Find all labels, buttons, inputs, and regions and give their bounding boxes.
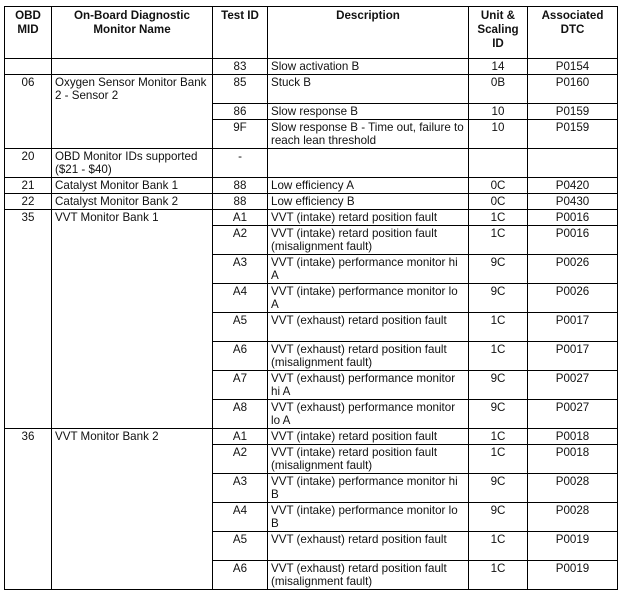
cell-test-id: A1 (213, 209, 268, 225)
cell-obd-mid (5, 473, 52, 502)
cell-monitor-name (52, 119, 213, 148)
cell-description: VVT (exhaust) retard position fault (misalignment fault) (268, 560, 469, 589)
cell-obd-mid (5, 59, 52, 75)
table-row (5, 560, 618, 589)
cell-monitor-name (52, 254, 213, 283)
cell-obd-mid (5, 531, 52, 560)
cell-obd-mid (5, 283, 52, 312)
cell-associated-dtc: P0019 (528, 560, 618, 589)
cell-test-id: A5 (213, 312, 268, 341)
cell-monitor-name: OBD Monitor IDs supported ($21 - $40) (52, 148, 213, 177)
cell-test-id: 85 (213, 75, 268, 104)
cell-monitor-name: Catalyst Monitor Bank 1 (52, 177, 213, 193)
cell-description (268, 148, 469, 177)
cell-associated-dtc: P0026 (528, 283, 618, 312)
cell-monitor-name: Oxygen Sensor Monitor Bank 2 - Sensor 2 (52, 75, 213, 104)
table-row (5, 103, 618, 119)
cell-unit-scaling-id: 10 (469, 103, 528, 119)
cell-obd-mid (5, 399, 52, 428)
cell-associated-dtc: P0017 (528, 341, 618, 370)
cell-associated-dtc: P0026 (528, 254, 618, 283)
cell-test-id: A5 (213, 531, 268, 560)
cell-obd-mid: 36 (5, 428, 52, 444)
cell-obd-mid (5, 370, 52, 399)
table-row (5, 119, 618, 148)
cell-test-id: A4 (213, 283, 268, 312)
cell-test-id: A1 (213, 428, 268, 444)
cell-monitor-name (52, 225, 213, 254)
cell-obd-mid (5, 502, 52, 531)
cell-description: VVT (intake) performance monitor lo A (268, 283, 469, 312)
cell-obd-mid (5, 254, 52, 283)
cell-description: VVT (intake) retard position fault (misalignment fault) (268, 225, 469, 254)
cell-test-id: A6 (213, 560, 268, 589)
cell-unit-scaling-id: 9C (469, 370, 528, 399)
cell-test-id: A8 (213, 399, 268, 428)
cell-obd-mid (5, 341, 52, 370)
table-row (5, 502, 618, 531)
cell-test-id: A6 (213, 341, 268, 370)
cell-monitor-name: VVT Monitor Bank 1 (52, 209, 213, 225)
cell-monitor-name (52, 560, 213, 589)
cell-description: Stuck B (268, 75, 469, 104)
cell-associated-dtc: P0420 (528, 177, 618, 193)
cell-unit-scaling-id: 1C (469, 560, 528, 589)
cell-description: Slow response B (268, 103, 469, 119)
cell-description: VVT (exhaust) retard position fault (misalignment fault) (268, 341, 469, 370)
cell-unit-scaling-id: 0B (469, 75, 528, 104)
cell-test-id: A3 (213, 473, 268, 502)
cell-test-id: A3 (213, 254, 268, 283)
cell-unit-scaling-id: 1C (469, 428, 528, 444)
cell-description: VVT (intake) retard position fault (misalignment fault) (268, 444, 469, 473)
document-page (4, 6, 617, 598)
header-monitor-name: On-Board Diagnostic Monitor Name (52, 7, 213, 59)
cell-associated-dtc: P0154 (528, 59, 618, 75)
cell-associated-dtc: P0017 (528, 312, 618, 341)
table-row (5, 193, 618, 209)
header-row (5, 7, 618, 59)
table-row (5, 428, 618, 444)
table-row (5, 312, 618, 341)
cell-unit-scaling-id: 14 (469, 59, 528, 75)
cell-associated-dtc: P0160 (528, 75, 618, 104)
table-row (5, 209, 618, 225)
cell-test-id: A2 (213, 444, 268, 473)
cell-associated-dtc: P0430 (528, 193, 618, 209)
cell-obd-mid (5, 444, 52, 473)
cell-description: VVT (exhaust) retard position fault (268, 531, 469, 560)
table-row (5, 177, 618, 193)
cell-description: Low efficiency B (268, 193, 469, 209)
cell-monitor-name (52, 370, 213, 399)
cell-description: Low efficiency A (268, 177, 469, 193)
table-row (5, 283, 618, 312)
cell-associated-dtc: P0018 (528, 428, 618, 444)
cell-unit-scaling-id: 1C (469, 531, 528, 560)
table-row (5, 370, 618, 399)
header-description: Description (268, 7, 469, 59)
table-row (5, 225, 618, 254)
cell-associated-dtc: P0019 (528, 531, 618, 560)
header-unit-scaling-id: Unit & Scaling ID (469, 7, 528, 59)
cell-monitor-name: Catalyst Monitor Bank 2 (52, 193, 213, 209)
table-row (5, 444, 618, 473)
cell-test-id: 88 (213, 193, 268, 209)
cell-monitor-name: VVT Monitor Bank 2 (52, 428, 213, 444)
cell-test-id: A7 (213, 370, 268, 399)
cell-test-id: 9F (213, 119, 268, 148)
cell-obd-mid: 20 (5, 148, 52, 177)
cell-obd-mid (5, 312, 52, 341)
cell-description: Slow response B - Time out, failure to reach lean threshold (268, 119, 469, 148)
cell-unit-scaling-id: 1C (469, 312, 528, 341)
table-row (5, 148, 618, 177)
cell-monitor-name (52, 341, 213, 370)
cell-associated-dtc: P0159 (528, 119, 618, 148)
table-row (5, 75, 618, 104)
cell-test-id: A2 (213, 225, 268, 254)
cell-unit-scaling-id: 9C (469, 502, 528, 531)
cell-test-id: A4 (213, 502, 268, 531)
cell-description: VVT (intake) retard position fault (268, 209, 469, 225)
table-body (5, 59, 618, 590)
obd-monitor-table (4, 6, 618, 590)
cell-obd-mid: 35 (5, 209, 52, 225)
cell-unit-scaling-id: 10 (469, 119, 528, 148)
cell-description: VVT (exhaust) retard position fault (268, 312, 469, 341)
cell-description: VVT (intake) retard position fault (268, 428, 469, 444)
cell-obd-mid (5, 560, 52, 589)
cell-associated-dtc: P0027 (528, 399, 618, 428)
cell-associated-dtc: P0016 (528, 209, 618, 225)
table-row (5, 59, 618, 75)
cell-unit-scaling-id: 9C (469, 473, 528, 502)
cell-obd-mid (5, 119, 52, 148)
cell-unit-scaling-id (469, 148, 528, 177)
table-row (5, 473, 618, 502)
table-row (5, 399, 618, 428)
table-row (5, 341, 618, 370)
cell-test-id: - (213, 148, 268, 177)
cell-unit-scaling-id: 9C (469, 254, 528, 283)
cell-obd-mid: 21 (5, 177, 52, 193)
cell-unit-scaling-id: 9C (469, 283, 528, 312)
table-row (5, 254, 618, 283)
cell-description: Slow activation B (268, 59, 469, 75)
cell-unit-scaling-id: 1C (469, 444, 528, 473)
cell-description: VVT (intake) performance monitor hi A (268, 254, 469, 283)
cell-monitor-name (52, 283, 213, 312)
cell-obd-mid: 06 (5, 75, 52, 104)
cell-test-id: 86 (213, 103, 268, 119)
cell-unit-scaling-id: 0C (469, 193, 528, 209)
header-obd-mid: OBD MID (5, 7, 52, 59)
cell-test-id: 88 (213, 177, 268, 193)
cell-description: VVT (exhaust) performance monitor lo A (268, 399, 469, 428)
cell-description: VVT (intake) performance monitor hi B (268, 473, 469, 502)
cell-description: VVT (exhaust) performance monitor hi A (268, 370, 469, 399)
cell-unit-scaling-id: 1C (469, 225, 528, 254)
table-row (5, 531, 618, 560)
cell-monitor-name (52, 399, 213, 428)
cell-monitor-name (52, 473, 213, 502)
cell-description: VVT (intake) performance monitor lo B (268, 502, 469, 531)
table-header (5, 7, 618, 59)
cell-associated-dtc: P0028 (528, 502, 618, 531)
cell-associated-dtc (528, 148, 618, 177)
cell-monitor-name (52, 502, 213, 531)
header-test-id: Test ID (213, 7, 268, 59)
cell-obd-mid (5, 225, 52, 254)
cell-monitor-name (52, 103, 213, 119)
cell-associated-dtc: P0018 (528, 444, 618, 473)
cell-monitor-name (52, 312, 213, 341)
header-associated-dtc: Associated DTC (528, 7, 618, 59)
cell-unit-scaling-id: 1C (469, 209, 528, 225)
cell-associated-dtc: P0159 (528, 103, 618, 119)
cell-test-id: 83 (213, 59, 268, 75)
cell-unit-scaling-id: 0C (469, 177, 528, 193)
cell-obd-mid (5, 103, 52, 119)
cell-associated-dtc: P0027 (528, 370, 618, 399)
cell-associated-dtc: P0028 (528, 473, 618, 502)
cell-monitor-name (52, 444, 213, 473)
cell-monitor-name (52, 59, 213, 75)
cell-monitor-name (52, 531, 213, 560)
cell-obd-mid: 22 (5, 193, 52, 209)
cell-unit-scaling-id: 1C (469, 341, 528, 370)
cell-associated-dtc: P0016 (528, 225, 618, 254)
cell-unit-scaling-id: 9C (469, 399, 528, 428)
